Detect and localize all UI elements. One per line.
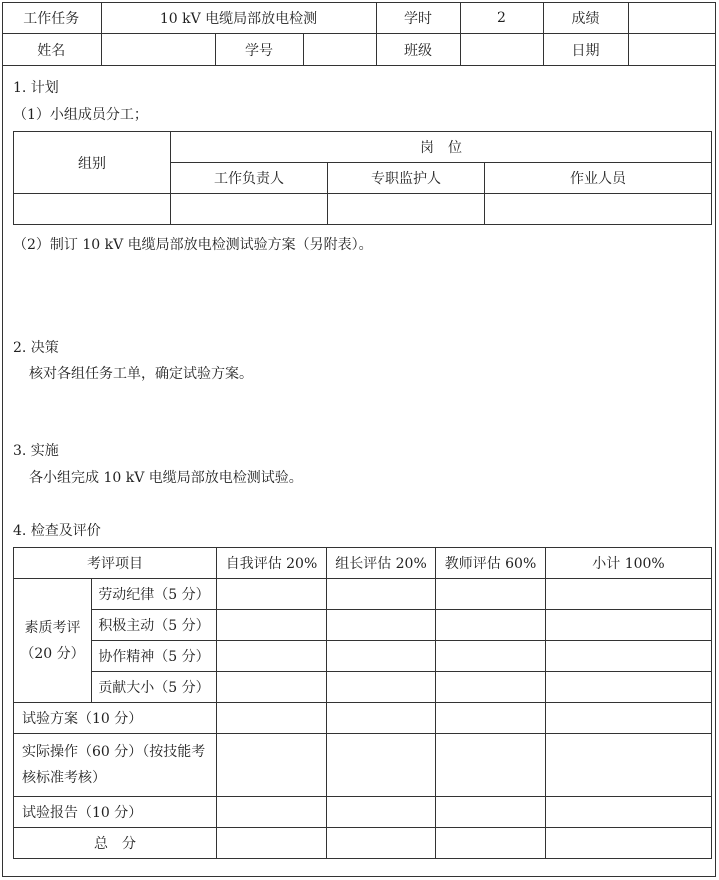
score-cell[interactable] — [217, 703, 327, 734]
task-label: 工作任务 — [2, 2, 101, 34]
score-cell[interactable] — [546, 610, 712, 641]
evaluation-table — [13, 547, 712, 859]
col-teacher-eval: 教师评估 60% — [436, 548, 546, 579]
worksheet-page — [2, 2, 716, 877]
group-assignment-table — [13, 131, 712, 225]
score-cell[interactable] — [546, 828, 712, 859]
quality-item-discipline: 劳动纪律（5 分） — [92, 579, 217, 610]
student-id-field[interactable] — [303, 34, 376, 66]
implement-text: 各小组完成 10 kV 电缆局部放电检测试验。 — [29, 470, 303, 486]
score-cell[interactable] — [217, 610, 327, 641]
score-cell[interactable] — [436, 734, 546, 797]
role-supervisor: 专职监护人 — [328, 163, 485, 194]
score-cell[interactable] — [327, 703, 436, 734]
col-self-eval: 自我评估 20% — [217, 548, 327, 579]
total-row-label: 总 分 — [14, 828, 217, 859]
supervisor-cell[interactable] — [328, 194, 485, 225]
score-cell[interactable] — [436, 610, 546, 641]
score-label: 成绩 — [543, 2, 628, 34]
score-cell[interactable] — [327, 641, 436, 672]
score-cell[interactable] — [546, 641, 712, 672]
score-cell[interactable] — [217, 734, 327, 797]
score-cell[interactable] — [436, 579, 546, 610]
task-value[interactable]: 10 kV 电缆局部放电检测 — [101, 2, 376, 34]
group-cell[interactable] — [14, 194, 171, 225]
quality-item-initiative: 积极主动（5 分） — [92, 610, 217, 641]
score-cell[interactable] — [327, 797, 436, 828]
score-cell[interactable] — [546, 672, 712, 703]
score-cell[interactable] — [436, 672, 546, 703]
quality-item-contribution: 贡献大小（5 分） — [92, 672, 217, 703]
col-eval-item: 考评项目 — [14, 548, 217, 579]
decision-heading: 2. 决策 — [13, 340, 59, 356]
score-cell[interactable] — [546, 703, 712, 734]
role-operator: 作业人员 — [485, 163, 712, 194]
score-field[interactable] — [628, 2, 716, 34]
col-subtotal: 小计 100% — [546, 548, 712, 579]
header-table — [2, 2, 716, 66]
hours-label: 学时 — [376, 2, 460, 34]
score-cell[interactable] — [436, 828, 546, 859]
plan-item-row-label: 试验方案（10 分） — [14, 703, 217, 734]
score-cell[interactable] — [327, 610, 436, 641]
class-label: 班级 — [376, 34, 460, 66]
date-label: 日期 — [543, 34, 628, 66]
quality-item-teamwork: 协作精神（5 分） — [92, 641, 217, 672]
score-cell[interactable] — [217, 672, 327, 703]
score-cell[interactable] — [546, 734, 712, 797]
score-cell[interactable] — [546, 579, 712, 610]
check-heading: 4. 检查及评价 — [13, 523, 101, 539]
report-item-row-label: 试验报告（10 分） — [14, 797, 217, 828]
score-cell[interactable] — [217, 641, 327, 672]
decision-text: 核对各组任务工单，确定试验方案。 — [29, 366, 253, 382]
score-cell[interactable] — [436, 641, 546, 672]
operation-item-row-label: 实际操作（60 分）（按技能考核标准考核） — [14, 734, 217, 797]
name-field[interactable] — [101, 34, 215, 66]
post-header: 岗 位 — [171, 132, 712, 163]
hours-value[interactable]: 2 — [460, 2, 543, 34]
score-cell[interactable] — [327, 579, 436, 610]
group-header: 组别 — [14, 132, 171, 194]
role-work-leader: 工作负责人 — [171, 163, 328, 194]
score-cell[interactable] — [217, 579, 327, 610]
score-cell[interactable] — [327, 828, 436, 859]
plan-heading: 1. 计划 — [13, 80, 59, 96]
work-leader-cell[interactable] — [171, 194, 328, 225]
quality-group-label: 素质考评 （20 分） — [14, 579, 92, 703]
score-cell[interactable] — [327, 672, 436, 703]
name-label: 姓名 — [2, 34, 101, 66]
class-field[interactable] — [460, 34, 543, 66]
score-cell[interactable] — [436, 703, 546, 734]
col-leader-eval: 组长评估 20% — [327, 548, 436, 579]
plan-item-1: （1）小组成员分工； — [13, 107, 148, 123]
score-cell[interactable] — [436, 797, 546, 828]
date-field[interactable] — [628, 34, 716, 66]
plan-item-2: （2）制订 10 kV 电缆局部放电检测试验方案（另附表）。 — [13, 237, 373, 253]
implement-heading: 3. 实施 — [13, 443, 59, 459]
score-cell[interactable] — [546, 797, 712, 828]
student-id-label: 学号 — [215, 34, 303, 66]
score-cell[interactable] — [217, 797, 327, 828]
operator-cell[interactable] — [485, 194, 712, 225]
score-cell[interactable] — [217, 828, 327, 859]
score-cell[interactable] — [327, 734, 436, 797]
